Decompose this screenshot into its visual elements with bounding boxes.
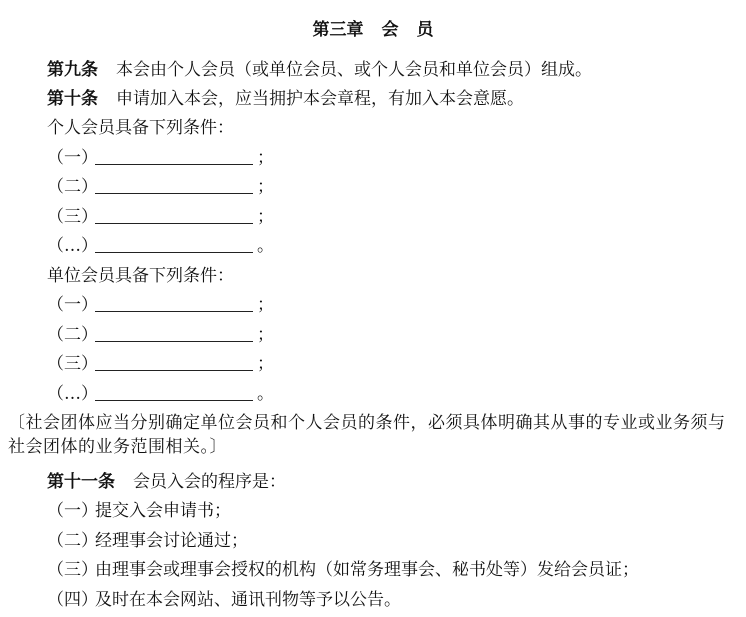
- unit-conditions-heading: 单位会员具备下列条件：: [47, 266, 234, 286]
- step-number: （三）: [47, 560, 98, 580]
- condition-number: （一）: [47, 295, 98, 315]
- fill-in-blank[interactable]: [95, 236, 253, 253]
- article-10: [47, 87, 524, 111]
- condition-end: ；: [257, 295, 274, 315]
- condition-number: （二）: [47, 325, 98, 345]
- individual-conditions-heading: 个人会员具备下列条件：: [47, 118, 234, 138]
- unit-condition-etc: [47, 382, 274, 406]
- unit-condition-3: [47, 352, 274, 376]
- condition-number: （三）: [47, 354, 98, 374]
- article-11-text: 会员入会的程序是：: [133, 472, 286, 492]
- fill-in-blank[interactable]: [95, 354, 253, 371]
- procedure-step-1: [47, 499, 231, 523]
- chapter-title: [0, 18, 746, 42]
- fill-in-blank[interactable]: [95, 384, 253, 401]
- fill-in-blank[interactable]: [95, 295, 253, 312]
- condition-end: 。: [257, 236, 274, 256]
- step-number: （一）: [47, 501, 98, 521]
- article-10-label: 第十条: [47, 89, 98, 109]
- chapter-word-2: 员: [416, 20, 434, 40]
- article-9-label: 第九条: [47, 60, 98, 80]
- step-number: （四）: [47, 590, 98, 610]
- condition-end: ；: [257, 148, 274, 168]
- step-text: 及时在本会网站、通讯刊物等予以公告。: [95, 590, 401, 610]
- condition-end: ；: [257, 177, 274, 197]
- condition-end: ；: [257, 325, 274, 345]
- individual-condition-etc: [47, 234, 274, 258]
- procedure-step-4: [47, 588, 401, 612]
- article-11-label: 第十一条: [47, 472, 115, 492]
- fill-in-blank[interactable]: [95, 148, 253, 165]
- procedure-step-2: [47, 529, 248, 553]
- chapter-number: 第三章: [312, 20, 364, 40]
- condition-end: ；: [257, 354, 274, 374]
- individual-condition-1: [47, 146, 274, 170]
- condition-number: （…）: [47, 236, 98, 256]
- article-9-text: 本会由个人会员（或单位会员、或个人会员和单位会员）组成。: [116, 60, 592, 80]
- step-number: （二）: [47, 531, 98, 551]
- condition-number: （…）: [47, 384, 98, 404]
- editorial-note: 〔社会团体应当分别确定单位会员和个人会员的条件，必须具体明确其从事的专业或业务须与社会团体的业务范围相关。〕: [8, 413, 726, 457]
- step-text: 经理事会讨论通过；: [95, 531, 248, 551]
- fill-in-blank[interactable]: [95, 177, 253, 194]
- condition-end: ；: [257, 207, 274, 227]
- chapter-word-1: 会: [381, 20, 399, 40]
- condition-number: （一）: [47, 148, 98, 168]
- article-11: [47, 470, 286, 494]
- condition-end: 。: [257, 384, 274, 404]
- unit-condition-2: [47, 323, 274, 347]
- fill-in-blank[interactable]: [95, 325, 253, 342]
- step-text: 提交入会申请书；: [95, 501, 231, 521]
- article-10-text: 申请加入本会，应当拥护本会章程，有加入本会意愿。: [116, 89, 524, 109]
- fill-in-blank[interactable]: [95, 207, 253, 224]
- step-text: 由理事会或理事会授权的机构（如常务理事会、秘书处等）发给会员证；: [95, 560, 639, 580]
- individual-condition-3: [47, 205, 274, 229]
- condition-number: （二）: [47, 177, 98, 197]
- article-9: [47, 58, 592, 82]
- condition-number: （三）: [47, 207, 98, 227]
- individual-condition-2: [47, 175, 274, 199]
- unit-condition-1: [47, 293, 274, 317]
- procedure-step-3: [47, 558, 639, 582]
